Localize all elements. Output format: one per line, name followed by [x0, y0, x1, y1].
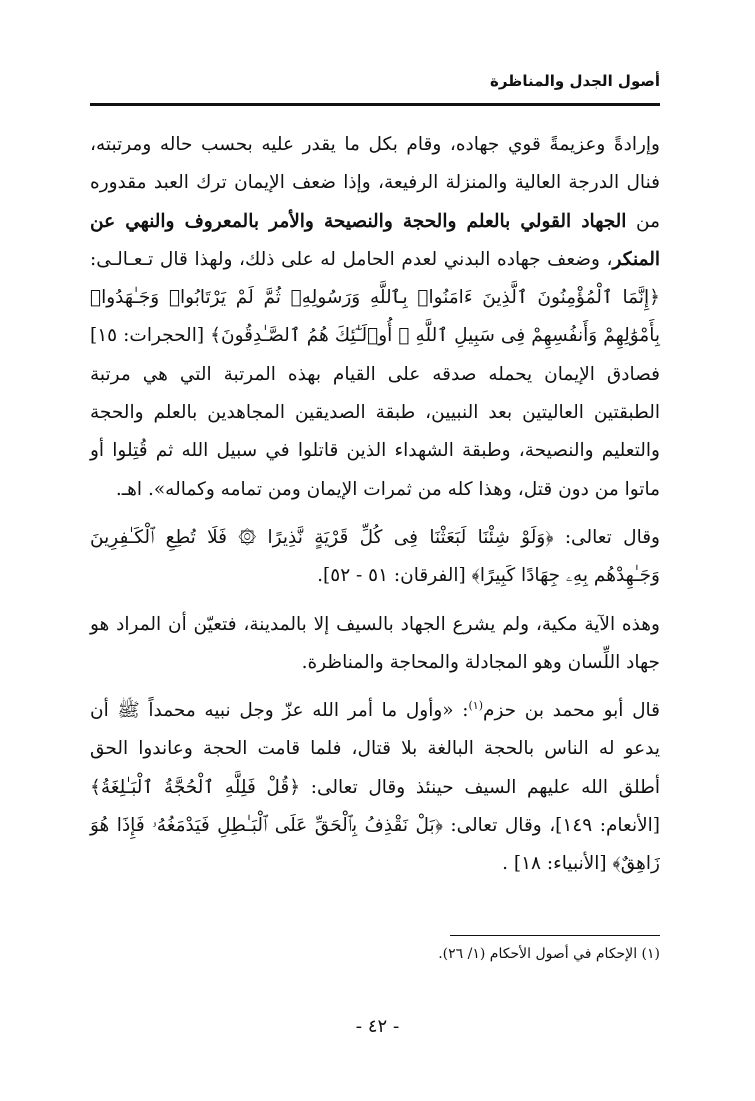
verse-reference: [الأنعام: ١٤٩]، وقال تعالى:: [442, 815, 661, 837]
footnote-rule: [450, 935, 660, 936]
running-title: أصول الجدل والمناظرة: [490, 72, 660, 90]
bold-phrase: الجهاد القولي بالعلم والحجة والنصيحة والأمر بالمعروف والنهي عن المنكر: [90, 210, 660, 270]
quran-verse: ﴿بَلْ نَقْذِفُ بِٱلْحَقِّ عَلَى ٱلْبَـٰطِلِ فَيَدْمَغُهُۥ فَإِذَا هُوَ زَاهِقٌ﴾: [90, 815, 660, 875]
paragraph-1: [90, 126, 660, 509]
header-rule: [90, 103, 660, 106]
text-run: ، وضعف جهاده البدني لعدم الحامل له على ذلك، ولهذا قال تـعـالـى:: [90, 248, 613, 270]
quran-verse: ﴿وَلَوْ شِئْنَا لَبَعَثْنَا فِى كُلِّ قَرْيَةٍ نَّذِيرًا ۞ فَلَا تُطِعِ ٱلْكَـٰفِرِينَ وَجَـٰهِدْهُم بِهِۦ جِهَادًا كَبِيرًا﴾: [90, 526, 660, 587]
verse-reference: [الأنبياء: ١٨] .: [502, 853, 613, 875]
paragraph-2: [90, 519, 660, 596]
quran-verse: ﴿إِنَّمَا ٱلْمُؤْمِنُونَ ٱلَّذِينَ ءَامَنُوا۟ بِٱللَّهِ وَرَسُولِهِۦ ثُمَّ لَمْ يَرْتَابُوا۟ وَجَـٰهَدُوا۟ بِأَمْوَٰلِهِمْ وَأَنفُسِهِمْ فِى سَبِيلِ ٱللَّهِ ۚ أُو۟لَـٰٓئِكَ هُمُ ٱلصَّـٰدِقُونَ﴾: [90, 287, 660, 347]
main-text: [90, 126, 660, 884]
footnote-marker[interactable]: (١): [468, 699, 484, 712]
paragraph-3: وهذه الآية مكية، ولم يشرع الجهاد بالسيف إلا بالمدينة، فتعيّن أن المراد هو جهاد اللِّسان وهو المجادلة والمحاجة والمناظرة.: [90, 613, 660, 673]
paragraph-4: [90, 692, 660, 883]
verse-reference: [الفرقان: ٥١ - ٥٢].: [317, 565, 472, 587]
text-run: وقال تعالى:: [553, 526, 660, 548]
text-run: وإرادةً وعزيمةً قوي جهاده، وقام بكل ما يقدر عليه بحسب حاله ومرتبته، فنال الدرجة العالية والمنزلة الرفيعة، وإذا ضعف الإيمان ترك العبد مقدوره من: [90, 134, 660, 232]
quran-verse: ﴿قُلْ فَلِلَّهِ ٱلْحُجَّةُ ٱلْبَـٰلِغَةُ﴾: [90, 776, 301, 798]
text-run: : «وأول ما أمر الله عزّ وجل نبيه محمداً ﷺ أن يدعو له الناس بالحجة البالغة بلا قتال، فلما قامت الحجة وعاندوا الحق أطلق الله عليهم السيف حينئذ وقال تعالى:: [90, 700, 661, 798]
page-number: - ٤٢ -: [355, 1016, 400, 1037]
text-run: [الحجرات: ١٥] فصادق الإيمان يحمله صدقه على القيام بهذه المرتبة التي هي مرتبة الطبقتين العاليتين بعد النبيين، طبقة الصديقين المجاهدين بالعلم والحجة والتعليم والنصيحة، وطبقة الشهداء الذين قاتلوا في سبيل الله ثم قُتِلوا أو ماتوا من دون قتل، وهذا كله من ثمرات الإيمان ومن تمامه وكماله». اهـ.: [90, 325, 660, 500]
footnote: (١) الإحكام في أصول الأحكام (١/ ٢٦).: [438, 946, 660, 962]
text-run: قال أبو محمد بن حزم: [483, 700, 660, 722]
